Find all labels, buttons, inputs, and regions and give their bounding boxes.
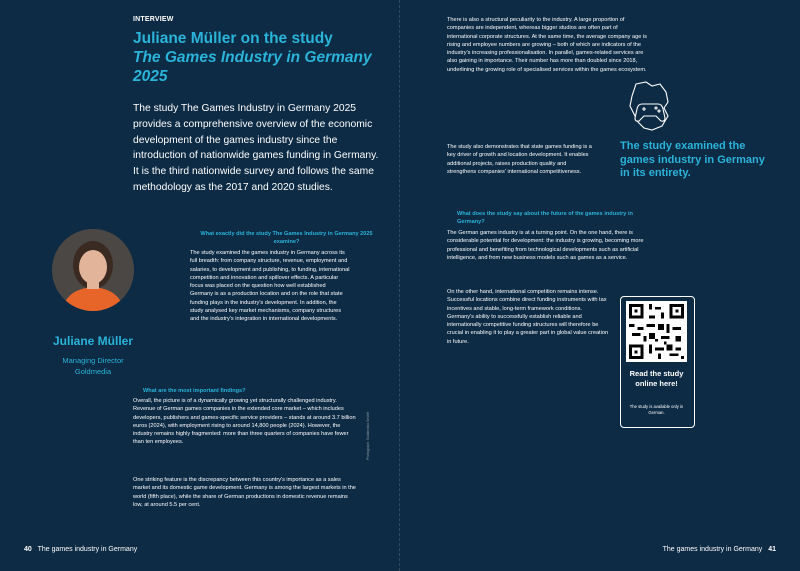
person-title: Managing Director — [62, 356, 124, 365]
answer-1: The study examined the games industry in Germany across its full breadth: from company structure, revenue, employment and salaries, to development and publishing, to funding, international competition and innovation and spillover effects. A particular focus was placed on the question how well established Germany is as a production location and on the role that state funding plays in the industry's development. In addition, the study analysed key market mechanisms, company structures and the industry's integration in international developments. — [190, 250, 350, 323]
answer-3-cont: On the other hand, international competition remains intense. Successful locations combine direct funding instruments with tax incentives and stable, long-term framework conditions. Germany's ability to successfully establish reliable and internationally competitive funding structures will therefore be crucial in enabling it to play a greater part in global value creation in future. — [447, 289, 609, 345]
answer-2: Overall, the picture is of a dynamically growing yet structurally challenged industry. Revenue of German games companies in the extended core market – which includes developers, publishers and games-specific service providers – stands at around 3.7 billion euros (2024), with employment rising to around 14,800 people (2024). However, the industry remains highly fragmented: more than three quarters of companies have fewer than ten employees. — [133, 398, 356, 446]
answer-2-cont: One striking feature is the discrepancy between this country's importance as a sales market and its domestic game development. Germany is among the largest markets in the world (fifth place), while the share of German productions in domestic revenue remains low, at around 5.5 per cent. — [133, 477, 356, 508]
person-role — [30, 355, 156, 377]
running-title-left: The games industry in Germany — [37, 546, 138, 553]
answer-3: The German games industry is at a turning point. On the one hand, there is considerable potential for development: the industry is growing, becoming more professional and benefiting from technological developments such as artificial intelligence, and from new business models such as games as a service. — [447, 230, 644, 261]
question-3: What does the study say about the future of the games industry in Germany? — [457, 211, 633, 225]
footer-left — [20, 546, 137, 553]
article-title — [133, 29, 373, 86]
page-number-right: 41 — [768, 546, 776, 553]
running-title-right: The games industry in Germany — [662, 546, 763, 553]
person-org: Goldmedia — [74, 367, 112, 376]
right-paragraph-2: The study also demonstrates that state games funding is a key driver of growth and location development. It enables additional projects, raises production quality and strengthens companies' international competitiveness. — [447, 144, 592, 175]
right-paragraph-1: There is also a structural peculiarity to the industry. A large proportion of companies are independent, whereas bigger studios are often part of international corporate structures. At the same time, the average company age is rising and employee numbers are growing – both of which are indicators of the industry's increasing professionalisation. In parallel, games-related services are also gaining in importance. Their number has more than doubled since 2018, underlining the growing role of specialised services within the games ecosystem. — [447, 17, 647, 73]
qr-code[interactable] — [626, 301, 687, 362]
section-kicker: INTERVIEW — [133, 16, 174, 23]
person-name: Juliane Müller — [52, 334, 134, 348]
pull-quote: The study examined the games industry in Germany in its entirety. — [620, 140, 765, 179]
gamepad-germany-map-icon — [622, 78, 682, 138]
qr-card-note: The study is available only in German. — [629, 404, 684, 415]
question-2: What are the most important findings? — [143, 388, 246, 394]
lead-paragraph: The study The Games Industry in Germany 2025 provides a comprehensive overview of the economic development of the games industry since the introduction of nationwide games funding in Germany. It is the third nationwide survey and follows the same methodology as the 2017 and 2020 studies. — [133, 103, 379, 193]
title-study-name: The Games Industry in Germany 2025 — [133, 49, 372, 85]
title-line: Juliane Müller on the study — [133, 30, 333, 47]
portrait-photo — [52, 229, 134, 311]
question-1: What exactly did the study The Games Industry in Germany 2025 examine? — [200, 231, 373, 245]
page-fold — [399, 0, 401, 571]
footer-right — [663, 546, 780, 553]
qr-card-title[interactable]: Read the study online here! — [629, 369, 684, 388]
photo-credit: Photograph: Goldmedia GmbH — [366, 411, 370, 460]
page-number-left: 40 — [24, 546, 32, 553]
